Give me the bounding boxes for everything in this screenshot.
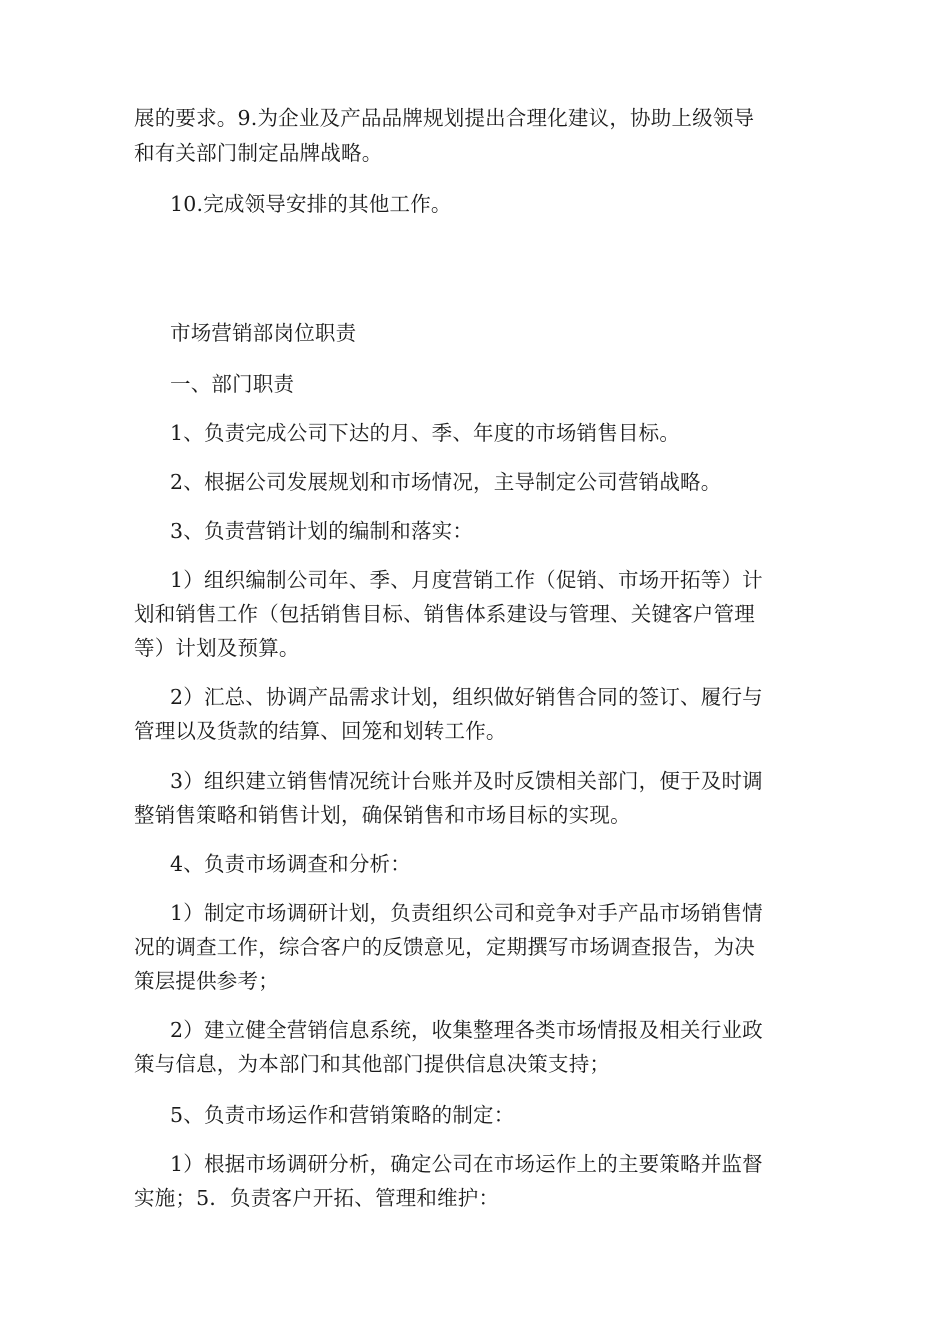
paragraph-line: 3）组织建立销售情况统计台账并及时反馈相关部门，便于及时调 [170,769,763,793]
paragraph-line: 和有关部门制定品牌战略。 [134,141,383,165]
paragraph-line: 况的调查工作，综合客户的反馈意见，定期撰写市场调查报告，为决 [134,935,755,959]
paragraph-line: 策与信息，为本部门和其他部门提供信息决策支持； [134,1052,611,1076]
paragraph-line: 划和销售工作（包括销售目标、销售体系建设与管理、关键客户管理 [134,602,755,626]
paragraph-line: 等）计划及预算。 [134,636,300,660]
paragraph-line: 整销售策略和销售计划，确保销售和市场目标的实现。 [134,803,631,827]
paragraph-line: 实施；5．负责客户开拓、管理和维护： [134,1186,500,1210]
paragraph-line: 1、负责完成公司下达的月、季、年度的市场销售目标。 [170,421,681,445]
paragraph-line: 1）根据市场调研分析，确定公司在市场运作上的主要策略并监督 [170,1152,763,1176]
paragraph-line: 管理以及货款的结算、回笼和划转工作。 [134,719,507,743]
section-heading: 一、部门职责 [170,372,295,396]
paragraph-line: 1）制定市场调研计划，负责组织公司和竞争对手产品市场销售情 [170,901,763,925]
section-title: 市场营销部岗位职责 [170,321,357,345]
paragraph-line: 3、负责营销计划的编制和落实： [170,519,474,543]
paragraph-line: 10.完成领导安排的其他工作。 [170,192,452,216]
paragraph-line: 4、负责市场调查和分析： [170,852,411,876]
paragraph-line: 2）汇总、协调产品需求计划，组织做好销售合同的签订、履行与 [170,685,763,709]
paragraph-line: 5、负责市场运作和营销策略的制定： [170,1103,515,1127]
paragraph-line: 策层提供参考； [134,969,279,993]
paragraph-line: 2、根据公司发展规划和市场情况，主导制定公司营销战略。 [170,470,722,494]
paragraph-line: 1）组织编制公司年、季、月度营销工作（促销、市场开拓等）计 [170,568,763,592]
paragraph-line: 2）建立健全营销信息系统，收集整理各类市场情报及相关行业政 [170,1018,763,1042]
paragraph-line: 展的要求。9.为企业及产品品牌规划提出合理化建议，协助上级领导 [134,106,755,130]
